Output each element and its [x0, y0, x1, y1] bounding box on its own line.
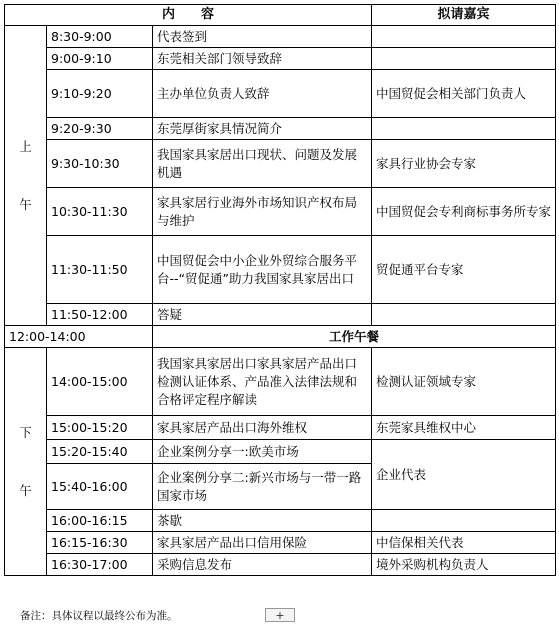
- content-cell: 家具家居行业海外市场知识产权布局与维护: [153, 188, 372, 236]
- content-cell: 采购信息发布: [153, 554, 372, 576]
- header-content: 内 容: [5, 5, 372, 26]
- time-cell: 16:00-16:15: [47, 510, 153, 532]
- time-cell: 16:30-17:00: [47, 554, 153, 576]
- content-cell: 东莞相关部门领导致辞: [153, 48, 372, 70]
- guest-cell: 贸促通平台专家: [372, 236, 556, 304]
- content-cell: 企业案例分享一:欧美市场: [153, 440, 372, 464]
- agenda-table: [4, 4, 556, 576]
- content-cell: 东莞厚街家具情况简介: [153, 118, 372, 140]
- header-row: [5, 5, 556, 26]
- time-cell: 9:00-9:10: [47, 48, 153, 70]
- time-cell: 15:40-16:00: [47, 464, 153, 510]
- guest-cell: 中国贸促会专利商标事务所专家: [372, 188, 556, 236]
- table-row: [5, 188, 556, 236]
- time-cell: 16:15-16:30: [47, 532, 153, 554]
- content-cell: 我国家具家居出口家具家居产品出口检测认证体系、产品准入法律法规和合格评定程序解读: [153, 348, 372, 416]
- table-row: [5, 118, 556, 140]
- guest-cell: [372, 304, 556, 326]
- time-cell: 11:30-11:50: [47, 236, 153, 304]
- table-row: [5, 26, 556, 48]
- guest-cell: 中信保相关代表: [372, 532, 556, 554]
- time-cell: 15:20-15:40: [47, 440, 153, 464]
- table-row: [5, 510, 556, 532]
- guest-cell: [372, 48, 556, 70]
- content-cell: 中国贸促会中小企业外贸综合服务平台--“贸促通”助力我国家具家居出口: [153, 236, 372, 304]
- guest-cell: 东莞家具维权中心: [372, 416, 556, 440]
- time-cell: 9:20-9:30: [47, 118, 153, 140]
- expand-button[interactable]: +: [265, 608, 295, 622]
- lunch-row: [5, 326, 556, 348]
- time-cell: 11:50-12:00: [47, 304, 153, 326]
- table-row: [5, 140, 556, 188]
- content-cell: 家具家居产品出口信用保险: [153, 532, 372, 554]
- morning-label: 上 午: [5, 26, 47, 326]
- guest-cell-merged: 企业代表: [372, 440, 556, 510]
- table-row: [5, 532, 556, 554]
- time-cell: 8:30-9:00: [47, 26, 153, 48]
- guest-cell: [372, 118, 556, 140]
- afternoon-label: 下 午: [5, 348, 47, 576]
- guest-cell: [372, 510, 556, 532]
- guest-cell: 中国贸促会相关部门负责人: [372, 70, 556, 118]
- table-row: [5, 554, 556, 576]
- header-guests: 拟请嘉宾: [372, 5, 556, 26]
- table-row: [5, 348, 556, 416]
- guest-cell: 检测认证领域专家: [372, 348, 556, 416]
- table-row: [5, 70, 556, 118]
- time-cell: 9:30-10:30: [47, 140, 153, 188]
- content-cell: 主办单位负责人致辞: [153, 70, 372, 118]
- content-cell: 企业案例分享二:新兴市场与一带一路国家市场: [153, 464, 372, 510]
- table-row: [5, 304, 556, 326]
- content-cell: 答疑: [153, 304, 372, 326]
- table-row: [5, 440, 556, 464]
- content-cell: 我国家具家居出口现状、问题及发展机遇: [153, 140, 372, 188]
- guest-cell: [372, 26, 556, 48]
- table-row: [5, 236, 556, 304]
- table-row: [5, 416, 556, 440]
- content-cell: 家具家居产品出口海外维权: [153, 416, 372, 440]
- footer-note: 备注：具体议程以最终公布为准。: [20, 610, 178, 622]
- time-cell: 14:00-15:00: [47, 348, 153, 416]
- lunch-time: 12:00-14:00: [5, 326, 153, 348]
- content-cell: 茶歇: [153, 510, 372, 532]
- content-cell: 代表签到: [153, 26, 372, 48]
- time-cell: 9:10-9:20: [47, 70, 153, 118]
- lunch-title: 工作午餐: [153, 326, 556, 348]
- guest-cell: 境外采购机构负责人: [372, 554, 556, 576]
- table-row: [5, 48, 556, 70]
- guest-cell: 家具行业协会专家: [372, 140, 556, 188]
- time-cell: 15:00-15:20: [47, 416, 153, 440]
- time-cell: 10:30-11:30: [47, 188, 153, 236]
